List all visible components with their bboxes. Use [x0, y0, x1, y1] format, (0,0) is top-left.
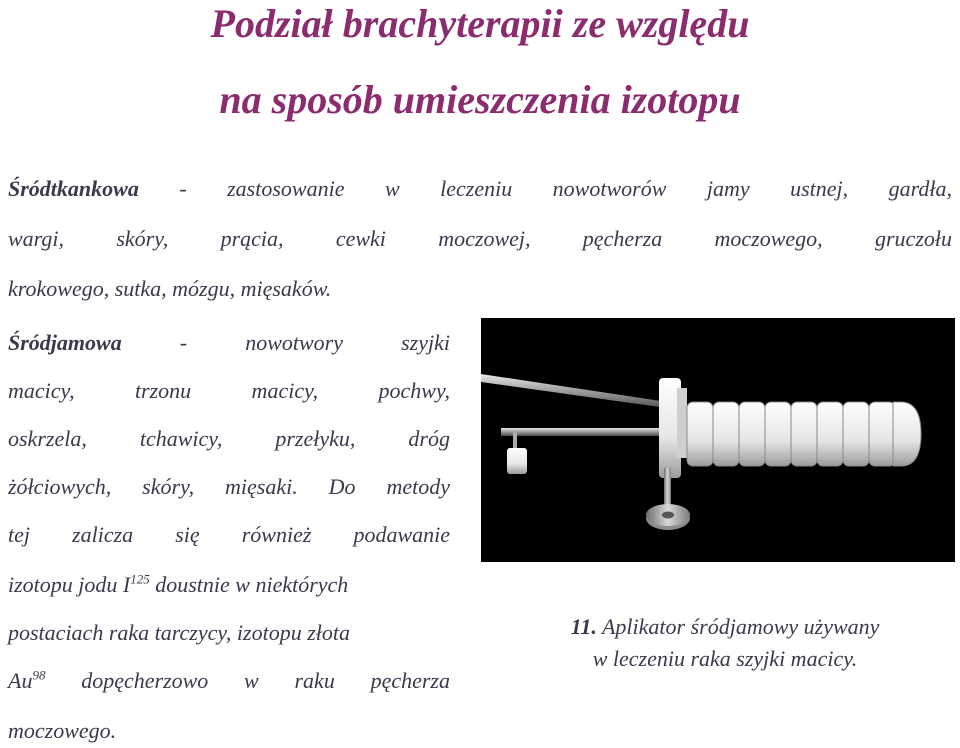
applicator-photo: [481, 318, 955, 562]
section2-line-2: macicy, trzonu macicy, pochwy,: [8, 378, 450, 403]
section2-line-3: oskrzela, tchawicy, przełyku, dróg: [8, 426, 450, 451]
isotope-mass-iodine: 125: [130, 571, 150, 587]
section2-line-8-pre: Au: [8, 668, 33, 693]
figure-caption-line-2: w leczeniu raka szyjki macicy.: [592, 646, 858, 671]
page-title-line-1: Podział brachyterapii ze względu: [210, 1, 750, 46]
section2-term: Śródjamowa: [8, 330, 122, 355]
upper-rod: [481, 374, 681, 410]
page-title-line-2: na sposób umieszczenia izotopu: [219, 77, 741, 122]
lower-rod: [501, 428, 683, 436]
section2-line-5: tej zalicza się również podawanie: [8, 522, 450, 547]
ceramic-cylinders: [687, 402, 921, 466]
figure-caption-line-1: [500, 612, 950, 642]
section1-line-1: [8, 174, 952, 204]
section2-line-4: żółciowych, skóry, mięsaki. Do metody: [8, 474, 450, 499]
section2-line-6-pre: izotopu jodu I: [8, 572, 131, 597]
section2-line-1-text: - nowotwory szyjki: [121, 330, 450, 355]
rod-cap: [507, 448, 527, 474]
section1-term: Śródtkankowa: [8, 176, 139, 201]
section1-line-2: wargi, skóry, prącia, cewki moczowej, pęcherza moczowego, gruczołu: [8, 226, 952, 251]
isotope-mass-gold: 98: [32, 667, 46, 683]
figure-caption-text-1: Aplikator śródjamowy używany: [596, 614, 880, 639]
section2-line-6: [8, 570, 348, 600]
section2-line-8: [8, 666, 450, 696]
section2-line-1: [8, 328, 450, 358]
figure-number: 11.: [570, 614, 597, 639]
section1-line-1-text: - zastosowanie w leczeniu nowotworów jamy ustnej, gardła,: [138, 176, 952, 201]
section1-line-3: krokowego, sutka, mózgu, mięsaków.: [8, 276, 332, 301]
section2-line-8-post: dopęcherzowo w raku pęcherza: [45, 668, 450, 693]
section2-line-9: moczowego.: [8, 718, 117, 743]
section2-line-7: postaciach raka tarczycy, izotopu złota: [8, 620, 350, 645]
section2-line-6-post: doustnie w niektórych: [149, 572, 349, 597]
applicator-illustration: [481, 318, 955, 562]
